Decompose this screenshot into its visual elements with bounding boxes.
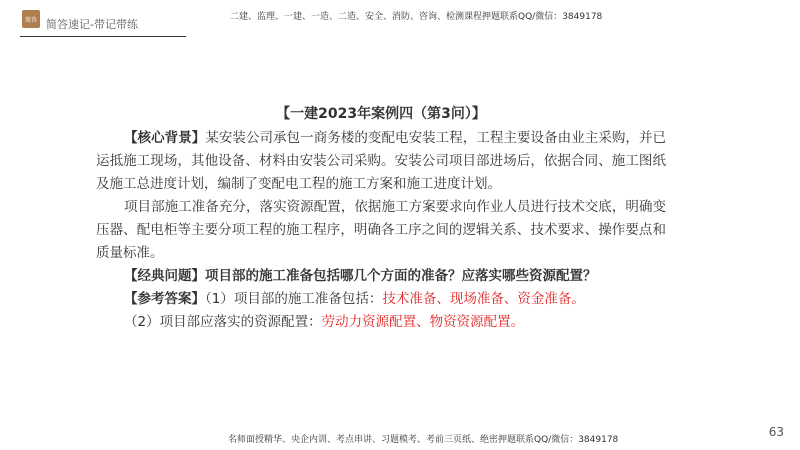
header-subtitle: 简答速记-带记带练 bbox=[46, 18, 138, 31]
answer2-highlight: 劳动力资源配置、物资资源配置。 bbox=[321, 314, 525, 330]
header-contact-text: 二建、监理、一建、一造、二造、安全、消防、咨询、检测课程押题联系QQ/微信：3849178 bbox=[230, 12, 603, 22]
question-label: 【经典问题】 bbox=[124, 268, 205, 284]
answer1-prefix: （1）项目部的施工准备包括： bbox=[205, 291, 383, 307]
answer2-prefix: （2）项目部应落实的资源配置： bbox=[124, 314, 322, 330]
answer1-highlight: 技术准备、现场准备、资金准备。 bbox=[382, 291, 585, 307]
background-text: 某安装公司承包一商务楼的变配电安装工程，工程主要设备由业主采购，并已运抵施工现场，其他设备、材料由安装公司采购。安装公司项目部进场后，依据合同、施工图纸及施工总进度计划，编制了变配电工程的施工方案和施工进度计划。 bbox=[96, 130, 667, 192]
preparation-paragraph: 项目部施工准备充分，落实资源配置，依据施工方案要求向作业人员进行技术交底，明确变压器、配电柜等主要分项工程的施工程序，明确各工序之间的逻辑关系、技术要求、操作要点和质量标准。 bbox=[96, 199, 666, 261]
background-label: 【核心背景】 bbox=[124, 130, 206, 146]
footer-contact-text: 名师面授精华、央企内训、考点串讲、习题模考、考前三页纸、绝密押题联系QQ/微信：3849178 bbox=[228, 435, 619, 445]
answer-label: 【参考答案】 bbox=[124, 291, 205, 307]
case-title: 【一建2023年案例四（第3问）】 bbox=[276, 106, 486, 122]
main-content bbox=[96, 103, 666, 334]
answer-line-2 bbox=[96, 311, 666, 334]
question-paragraph bbox=[96, 265, 666, 288]
background-paragraph bbox=[96, 127, 666, 196]
answer-line-1 bbox=[96, 288, 666, 311]
page-number: 63 bbox=[768, 425, 784, 439]
header-divider bbox=[20, 36, 186, 37]
brand-logo: 简答 bbox=[22, 10, 40, 28]
question-text: 项目部的施工准备包括哪几个方面的准备？应落实哪些资源配置？ bbox=[205, 268, 597, 284]
